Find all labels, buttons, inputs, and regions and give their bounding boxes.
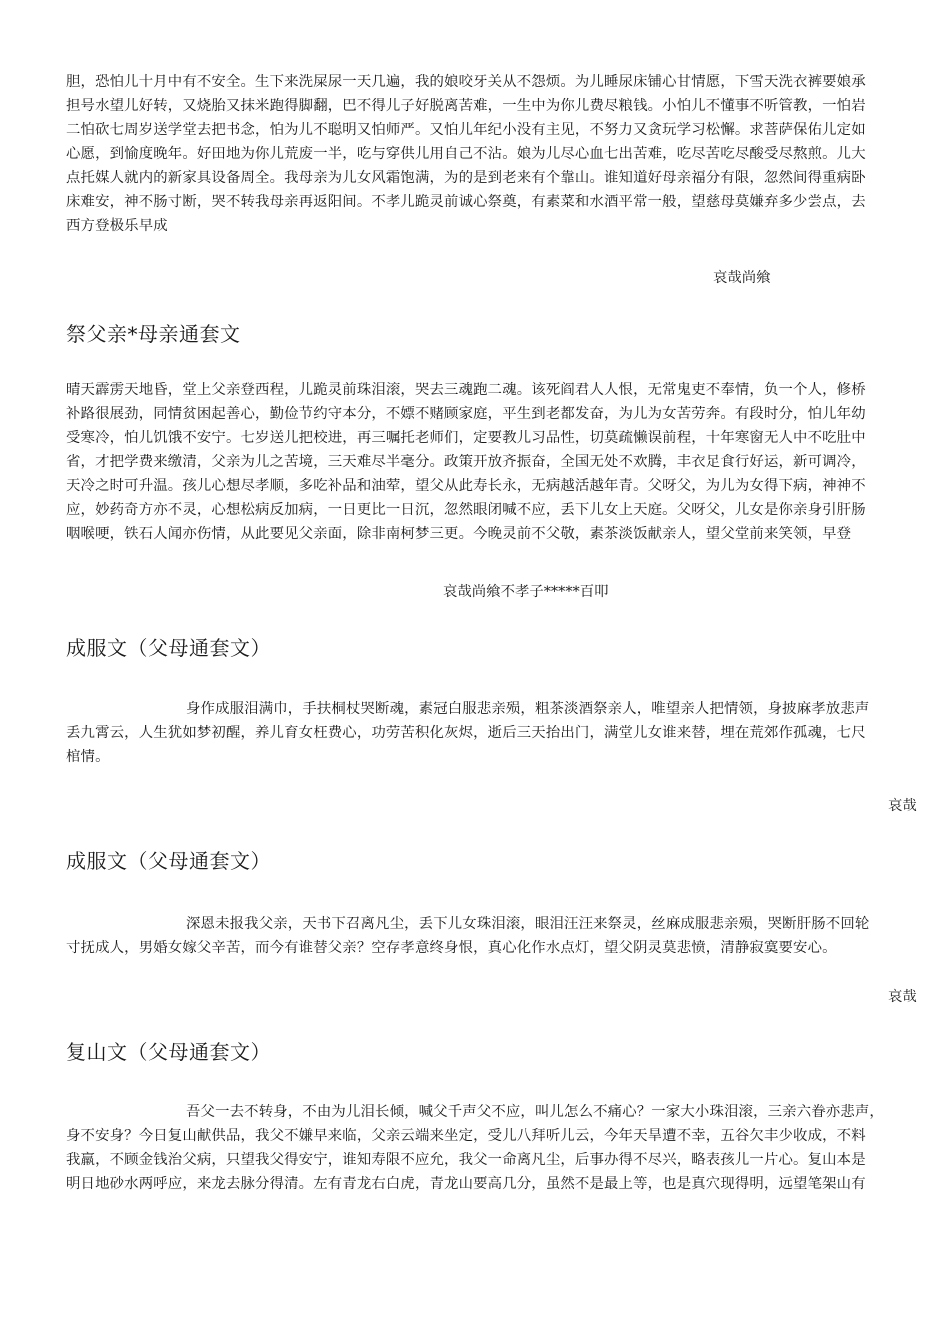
- intro-line: 胆，恐怕儿十月中有不安全。生下来洗屎尿一天几遍，我的娘咬牙关从不怨烦。为儿睡尿床铺心甘情愿，下雪天洗衣裤要娘承: [66, 74, 866, 90]
- closing-sign: 哀哉: [888, 798, 917, 814]
- body-line: 寸抚成人，男婚女嫁父辛苦，而今有谁替父亲？空存孝意终身恨，真心化作水点灯，望父阴灵莫悲愤，清静寂寞要安心。: [66, 940, 837, 956]
- body-line: 身不安身？今日复山献供品，我父不嫌早来临，父亲云端来坐定，受儿八拜听儿云，今年天旱遭不幸，五谷欠丰少收成，不料: [66, 1128, 866, 1144]
- intro-line: 心愿，到愉度晚年。好田地为你儿荒废一半，吃与穿供儿用自己不沾。娘为儿尽心血七出苦难，吃尽苦吃尽酸受尽熬煎。儿大: [66, 146, 866, 162]
- body-line: 我羸，不顾金钱治父病，只望我父得安宁，谁知寿限不应允，我父一命离凡尘，后事办得不尽兴，略表孩儿一片心。复山本是: [66, 1152, 866, 1168]
- closing-sign: 哀哉尚飨不孝子*****百叩: [443, 584, 609, 600]
- section-title: 成服文（父母通套文）: [66, 636, 271, 660]
- body-line: 深恩未报我父亲，天书下召离凡尘，丢下儿女珠泪滚，眼泪汪汪来祭灵，丝麻成服悲亲殒，哭断肝肠不回轮: [186, 916, 870, 932]
- body-line: 天冷之时可升温。孩儿心想尽孝顺，多吃补品和油荤，望父从此寿长永，无病越活越年青。父呀父，为儿为女得下病，神神不: [66, 478, 866, 494]
- body-line: 咽喉哽，铁石人闻亦伤情，从此要见父亲面，除非南柯梦三更。今晚灵前不父敬，素茶淡饭献亲人，望父堂前来笑领，早登: [66, 526, 852, 542]
- body-line: 吾父一去不转身，不由为儿泪长倾，喊父千声父不应，叫儿怎么不痛心？一家大小珠泪滚，三亲六眷亦悲声，: [186, 1104, 884, 1120]
- closing-sign: 哀哉尚飨: [713, 270, 771, 286]
- section-title: 成服文（父母通套文）: [66, 849, 271, 873]
- intro-line: 点托媒人就内的新家具设备周全。我母亲为儿女风霜饱满，为的是到老来有个靠山。谁知道好母亲福分有限，忽然间得重病卧: [66, 170, 866, 186]
- intro-line: 西方登极乐早成: [66, 218, 168, 234]
- body-line: 明日地砂水两呼应，来龙去脉分得清。左有青龙右白虎，青龙山要高几分，虽然不是最上等，也是真穴现得明，远望笔架山有: [66, 1176, 866, 1192]
- intro-line: 床难安，神不肠寸断，哭不转我母亲再返阳间。不孝儿跪灵前诚心祭奠，有素菜和水酒平常一般，望慈母莫嫌弃多少尝点，去: [66, 194, 866, 210]
- body-line: 受寒冷，怕儿饥饿不安宁。七岁送儿把校进，再三嘱托老师们，定要教儿习品性，切莫疏懒误前程，十年寒窗无人中不吃肚中: [66, 430, 866, 446]
- body-line: 晴天霹雳天地昏，堂上父亲登西程，儿跪灵前珠泪滚，哭去三魂跑二魂。该死阎君人人恨，无常鬼吏不奉情，负一个人，修桥: [66, 382, 866, 398]
- body-line: 应，妙药奇方亦不灵，心想松病反加病，一日更比一日沉，忽然眼闭喊不应，丢下儿女上天庭。父呀父，儿女是你亲身引肝肠: [66, 502, 866, 518]
- intro-line: 担号水望儿好转，又烧胎又抹米跑得脚翻，巴不得儿子好脱离苦难，一生中为你儿费尽粮钱。小怕儿不懂事不听管教，一怕岩: [66, 98, 866, 114]
- body-line: 身作成服泪满巾，手扶桐杖哭断魂，素冠白服悲亲殒，粗茶淡酒祭亲人，唯望亲人把情领，身披麻孝放悲声: [186, 701, 870, 717]
- section-title: 复山文（父母通套文）: [66, 1040, 271, 1064]
- body-line: 补路很展劲，同情贫困起善心，勤俭节约守本分，不嫖不赌顾家庭，平生到老都发奋，为儿为女苦劳奔。有段时分，怕儿年幼: [66, 406, 866, 422]
- body-line: 省，才把学费来缴清，父亲为儿之苦境，三天难尽半毫分。政策开放齐振奋，全国无处不欢腾，丰衣足食行好运，新可调冷，: [66, 454, 866, 470]
- body-line: 棺情。: [66, 749, 110, 765]
- intro-line: 二怕砍七周岁送学堂去把书念，怕为儿不聪明又怕师严。又怕儿年纪小没有主见，不努力又贪玩学习松懈。求菩萨保佑儿定如: [66, 122, 866, 138]
- closing-sign: 哀哉: [888, 989, 917, 1005]
- section-title: 祭父亲*母亲通套文: [66, 322, 241, 346]
- body-line: 丢九霄云，人生犹如梦初醒，养儿育女枉费心，功劳苦积化灰烬，逝后三天抬出门，满堂儿女谁来替，埋在荒郊作孤魂，七尺: [66, 725, 866, 741]
